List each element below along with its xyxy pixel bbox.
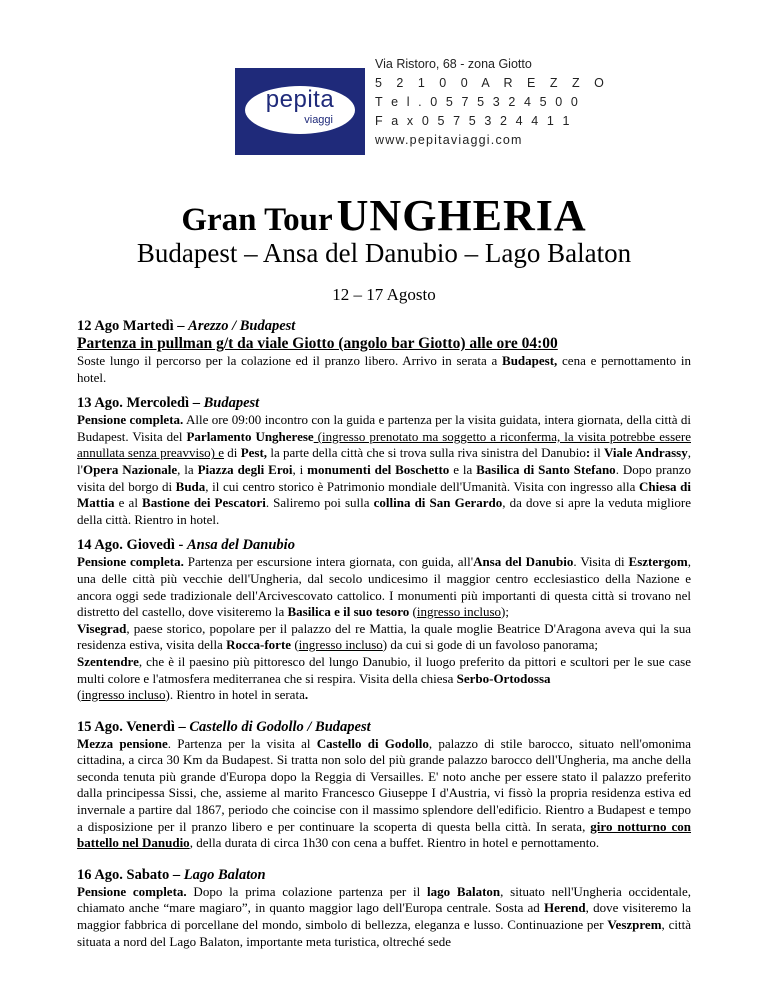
day-description: Pensione completa. Partenza per escursione intera giornata, con guida, all'Ansa del Danubio. Visita di Esztergom, una delle città più vecchie dell'Ungheria, dal secolo undicesimo il maggior centro ecclesiastico della Nazione e ancora oggi sede tradizionale dell'Arcivescovato cattolico. I monumenti più importanti di questa città si trovano nel distretto del castello, dove visiteremo la Basilica e il suo tesoro (ingresso incluso); Visegrad, paese storico, popolare per il palazzo del re Mattia, la quale moglie Beatrice D'Aragona aveva qui la sua residenza estiva, visita della Rocca-forte (ingresso incluso) da cui si gode di un favoloso panorama; Szentendre, che è il paesino più pittoresco del lungo Danubio, il luogo preferito da pittori e scultori per le sue case multi colore e l'atmosfera mediterranea che si respira. Visita della chiesa Serbo-Ortodossa (ingresso incluso). Rientro in hotel in serata.: [77, 554, 691, 703]
tour-title-prefix: Gran Tour: [181, 202, 333, 238]
tour-dates: 12 – 17 Agosto: [332, 285, 436, 304]
agency-fax: F a x 0 5 7 5 3 2 4 4 1 1: [375, 114, 573, 128]
departure-note: Partenza in pullman g/t da viale Giotto (angolo bar Giotto) alle ore 04:00: [77, 335, 558, 352]
day-description: Pensione completa. Alle ore 09:00 incontro con la guida e partenza per la visita guidata, intera giornata, della città di Budapest. Visita del Parlamento Ungherese (ingresso prenotato ma soggetto a riconferma, la visita potrebbe essere annullata senza preavviso) e di Pest, la parte della città che si trova sulla riva sinistra del Danubio: il Viale Andrassy, l'Opera Nazionale, la Piazza degli Eroi, i monumenti del Boschetto e la Basilica di Santo Stefano. Dopo pranzo visita del borgo di Buda, il cui centro storico è Patrimonio mondiale dell'Umanità. Visita con ingresso alla Chiesa di Mattia e al Bastione dei Pescatori. Saliremo poi sulla collina di San Gerardo, da dove si apre la veduta migliore della città. Rientro in hotel.: [77, 412, 692, 527]
day-description: Mezza pensione. Partenza per la visita al Castello di Godollo, palazzo di stile barocco, situato nell'omonima cittadina, a circa 30 Km da Budapest. Si tratta non solo del più grande palazzo barocco dell'Ungheria, ma anche della seconda tenuta più grande d'Europa dopo la Reggia di Versailles. E' noto anche per essere stato il palazzo preferito dalla principessa Sissi, che, assieme al marito Francesco Giuseppe I d'Austria, vi fissò la propria residenza estiva ed invernale a partire dal 1867, periodo che coincise con il massimo splendore dell'edificio. Rientro a Budapest e tempo a disposizione per il pranzo libero e per continuare la scoperta di questa bella città. In serata, giro notturno con battello nel Danudio, della durata di circa 1h30 con cena a buffet. Rientro in hotel e pernottamento.: [77, 735, 692, 851]
agency-header: [235, 55, 610, 155]
itinerary: [77, 318, 691, 959]
day-place: Arezzo / Budapest: [188, 318, 296, 334]
day-description: Pensione completa. Dopo la prima colazione partenza per il lago Balaton, situato nell'Ungheria occidentale, chiamato anche “mare magiaro”, in quanto maggior lago dell'Europa centrale. Sosta ad Herend, dove visiteremo la maggior fabbrica di porcellane del mondo, simbolo di bellezza, eleganza e lusso. Continuazione per Veszprem, città situata a nord del Lago Balaton, importante meta turistica, oltreché sede: [77, 883, 692, 949]
tour-title-country: UNGHERIA: [336, 191, 587, 240]
agency-contact: [375, 55, 610, 150]
day-12: [77, 318, 691, 386]
logo-name: pepita: [265, 86, 335, 113]
day-heading: 13 Ago. Mercoledì – Budapest: [77, 395, 260, 412]
day-14: [77, 537, 691, 703]
agency-website[interactable]: www.pepitaviaggi.com: [375, 133, 523, 147]
day-heading: 15 Ago. Venerdì – Castello di Godollo / Budapest: [77, 718, 371, 735]
day-16: [77, 867, 691, 950]
day-place: Budapest: [203, 395, 260, 412]
day-place: Ansa del Danubio: [186, 537, 295, 554]
tour-subtitle: Budapest – Ansa del Danubio – Lago Balaton: [136, 238, 632, 268]
day-heading: 16 Ago. Sabato – Lago Balaton: [77, 866, 266, 883]
day-description: Soste lungo il percorso per la colazione ed il pranzo libero. Arrivo in serata a Budapest, cena e pernottamento in hotel.: [77, 353, 691, 385]
tour-title: [0, 190, 768, 241]
day-place: Castello di Godollo / Budapest: [189, 718, 371, 735]
day-heading: 12 Ago Martedì – Arezzo / Budapest: [77, 318, 296, 334]
agency-cap: 5 2 1 0 0 A R E Z Z O: [375, 76, 610, 90]
pepita-logo: [235, 68, 365, 155]
agency-tel: T e l . 0 5 7 5 3 2 4 5 0 0: [375, 95, 581, 109]
agency-address: Via Ristoro, 68 - zona Giotto: [375, 57, 532, 71]
day-13: [77, 395, 691, 528]
logo-subtitle: viaggi: [304, 114, 333, 126]
day-15: [77, 719, 691, 852]
day-heading: 14 Ago. Giovedì - Ansa del Danubio: [77, 537, 295, 554]
day-place: Lago Balaton: [183, 866, 266, 883]
